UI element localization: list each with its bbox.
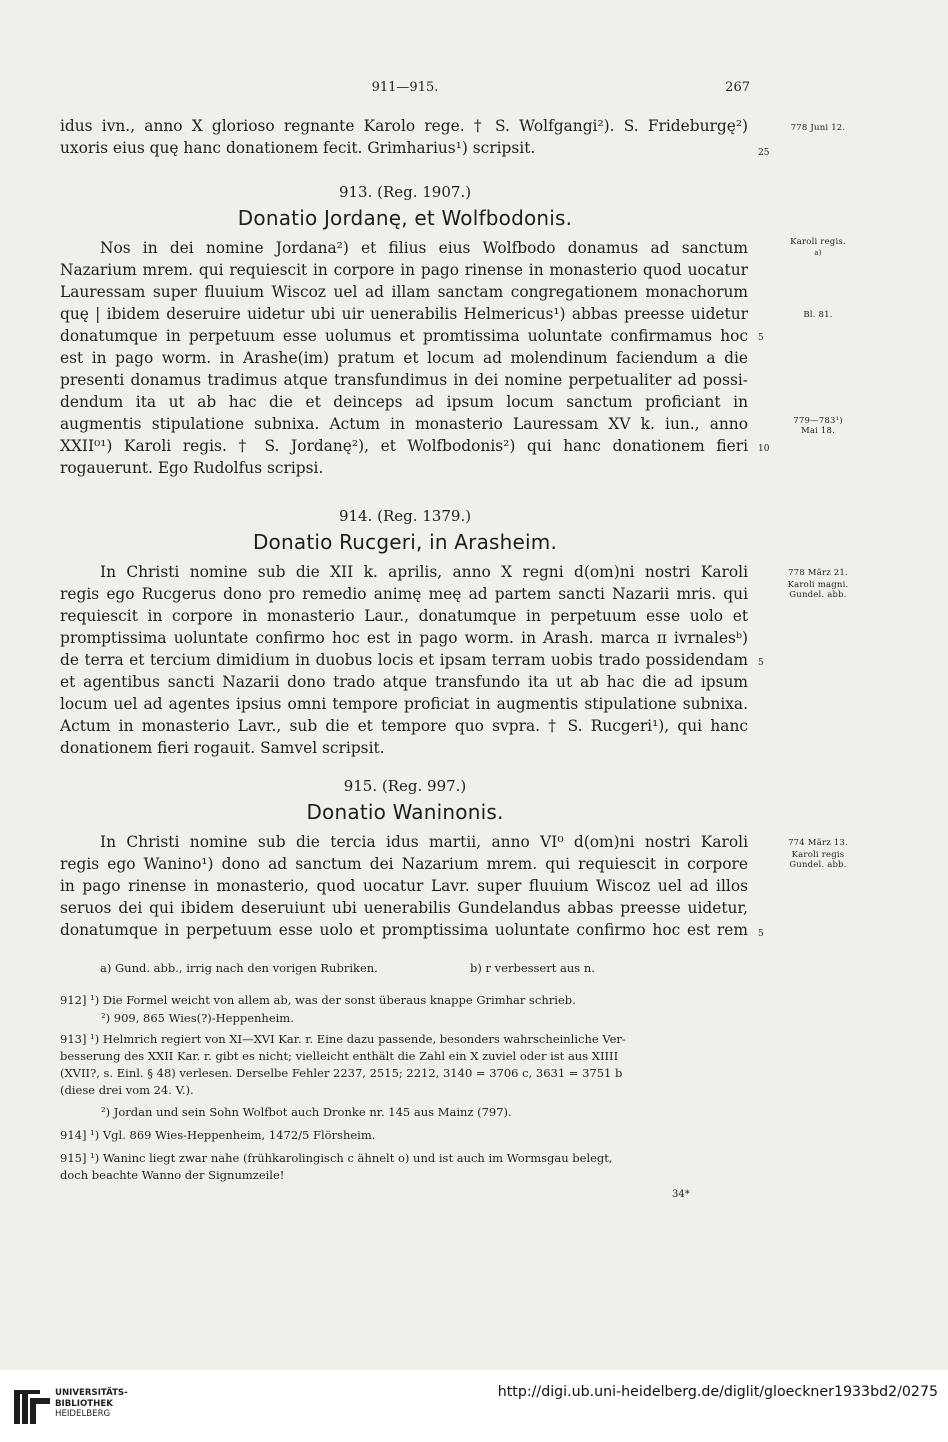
footnote: doch beachte Wanno der Signumzeile! xyxy=(60,1168,285,1182)
margin-source: Karoli regis xyxy=(791,850,845,860)
text-line: quę | ibidem deseruire uidetur ubi uir uenerabilis Helmericus¹) abbas preesse uidetur xyxy=(60,305,748,323)
footnote: ²) 909, 865 Wies(?)-Heppenheim. xyxy=(101,1011,294,1025)
margin-source: Gundel. abb. xyxy=(789,590,847,600)
margin-source-note: a) xyxy=(814,249,822,257)
footnote: besserung des XXII Kar. r. gibt es nicht; vielleicht enthält die Zahl ein X zuviel oder ist aus XIIII xyxy=(60,1049,619,1063)
text-line: est in pago worm. in Arashe(im) pratum et locum ad molendinum faciendum a die xyxy=(60,349,748,367)
line-number: 5 xyxy=(758,658,764,668)
text-line: idus ivn., anno X glorioso regnante Karolo rege. † S. Wolfgangi²). S. Frideburgę²) xyxy=(60,117,748,135)
text-line: regis ego Rucgerus dono pro remedio animę meę ad partem sancti Nazarii mris. qui xyxy=(60,585,748,603)
line-number: 5 xyxy=(758,929,764,939)
text-line: Actum in monasterio Lavr., sub die et tempore quo svpra. † S. Rucgeri¹), qui hanc xyxy=(60,717,748,735)
text-line: donatumque in perpetuum esse uolumus et promtissima uoluntate confirmamus hoc xyxy=(60,327,748,345)
text-line: XXII⁰¹) Karoli regis. † S. Jordanę²), et Wolfbodonis²) qui hanc donationem fieri xyxy=(60,437,748,455)
signature-mark: 34* xyxy=(672,1189,690,1200)
text-line: In Christi nomine sub die tercia idus martii, anno VI⁰ d(om)ni nostri Karoli xyxy=(100,833,748,851)
footnote: ²) Jordan und sein Sohn Wolfbot auch Dronke nr. 145 aus Mainz (797). xyxy=(101,1105,512,1119)
text-line: Nos in dei nomine Jordana²) et filius eius Wolfbodo donamus ad sanctum xyxy=(100,239,748,257)
margin-date: Mai 18. xyxy=(800,426,836,436)
margin-date: 778 Juni 12. xyxy=(790,123,846,133)
permalink-url[interactable]: http://digi.ub.uni-heidelberg.de/diglit/gloeckner1933bd2/0275 xyxy=(497,1384,938,1400)
line-number: 5 xyxy=(758,333,764,343)
text-line: in pago rinense in monasterio, quod uocatur Lavr. super fluuium Wiscoz uel ad illos xyxy=(60,877,748,895)
text-line: In Christi nomine sub die XII k. aprilis, anno X regni d(om)ni nostri Karoli xyxy=(100,563,748,581)
text-line: locum uel ad agentes ipsius omni tempore proficiat in augmentis stipulatione subnixa. xyxy=(60,695,748,713)
charter-title: Donatio Rucgeri, in Arasheim. xyxy=(252,530,558,554)
charter-number: 913. (Reg. 1907.) xyxy=(338,183,472,201)
margin-date: 774 März 13. xyxy=(788,838,848,848)
footnote: a) Gund. abb., irrig nach den vorigen Rubriken. xyxy=(100,961,378,975)
text-line: donatumque in perpetuum esse uolo et promptissima uoluntate confirmo hoc est rem xyxy=(60,921,748,939)
library-name-line: UNIVERSITÄTS- xyxy=(55,1388,128,1398)
header-range: 911—915. xyxy=(371,80,439,95)
library-name xyxy=(55,1388,128,1420)
margin-date: 778 März 21. xyxy=(788,568,848,578)
text-line: de terra et tercium dimidium in duobus locis et ipsam terram uobis trado possidendam xyxy=(60,651,748,669)
text-line: promptissima uoluntate confirmo hoc est in pago worm. in Arash. marca ɪɪ ivrnalesᵇ) xyxy=(60,629,748,647)
margin-source: Karoli regis. xyxy=(790,237,846,247)
text-line: Lauressam super fluuium Wiscoz uel ad illam sanctam congregationem monachorum xyxy=(60,283,748,301)
page-number: 267 xyxy=(725,80,750,95)
library-logo-icon xyxy=(12,1386,52,1426)
running-header xyxy=(60,80,750,102)
text-line: requiescit in corpore in monasterio Laur., donatumque in perpetuum esse uolo et xyxy=(60,607,748,625)
library-name-line: HEIDELBERG xyxy=(55,1409,111,1419)
footer-bar xyxy=(0,1370,948,1442)
line-number: 25 xyxy=(758,148,770,158)
footnote: 915] ¹) Waninc liegt zwar nahe (frühkarolingisch c ähnelt o) und ist auch im Wormsgau belegt, xyxy=(60,1151,613,1165)
footnote: 913] ¹) Helmrich regiert von XI—XVI Kar. r. Eine dazu passende, besonders wahrscheinliche Ver- xyxy=(60,1032,626,1046)
text-line: presenti donamus tradimus atque transfundimus in dei nomine perpetualiter ad possi- xyxy=(60,371,748,389)
margin-source: Gundel. abb. xyxy=(789,860,847,870)
text-line: donationem fieri rogauit. Samvel scripsit. xyxy=(60,739,385,757)
margin-source: Karoli magni. xyxy=(787,580,849,590)
text-line: dendum ita ut ab hac die et deinceps ad ipsum locum sanctum proficiant in xyxy=(60,393,748,411)
text-line: Nazarium mrem. qui requiescit in corpore in pago rinense in monasterio quod uocatur xyxy=(60,261,748,279)
charter-title: Donatio Waninonis. xyxy=(306,800,504,824)
margin-date: 779—783¹) xyxy=(793,416,843,426)
footnote: 914] ¹) Vgl. 869 Wies-Heppenheim, 1472/5 Flörsheim. xyxy=(60,1128,376,1142)
charter-number: 914. (Reg. 1379.) xyxy=(338,507,472,525)
footnote: (XVII?, s. Einl. § 48) verlesen. Derselbe Fehler 2237, 2515; 2212, 3140 = 3706 c, 3631 = 3751 b xyxy=(60,1066,623,1080)
library-name-line: BIBLIOTHEK xyxy=(55,1398,113,1409)
text-line: regis ego Wanino¹) dono ad sanctum dei Nazarium mrem. qui requiescit in corpore xyxy=(60,855,748,873)
charter-title: Donatio Jordanę, et Wolfbodonis. xyxy=(237,206,573,230)
text-line: seruos dei qui ibidem deseruiunt ubi uenerabilis Gundelandus abbas preesse uidetur, xyxy=(60,899,748,917)
charter-number: 915. (Reg. 997.) xyxy=(343,777,467,795)
text-line: augmentis stipulatione subnixa. Actum in monasterio Lauressam XV k. iun., anno xyxy=(60,415,748,433)
footnote: (diese drei vom 24. V.). xyxy=(60,1083,194,1097)
margin-folio: Bl. 81. xyxy=(803,310,833,320)
line-number: 10 xyxy=(758,444,770,454)
text-line: uxoris eius quę hanc donationem fecit. Grimharius¹) scripsit. xyxy=(60,139,536,157)
text-line: rogauerunt. Ego Rudolfus scripsi. xyxy=(60,459,324,477)
footnote: b) r verbessert aus n. xyxy=(470,961,595,975)
footnote: 912] ¹) Die Formel weicht von allem ab, was der sonst überaus knappe Grimhar schrieb. xyxy=(60,993,576,1007)
text-line: et agentibus sancti Nazarii dono trado atque transfundo ita ut ab hac die ad ipsum xyxy=(60,673,748,691)
